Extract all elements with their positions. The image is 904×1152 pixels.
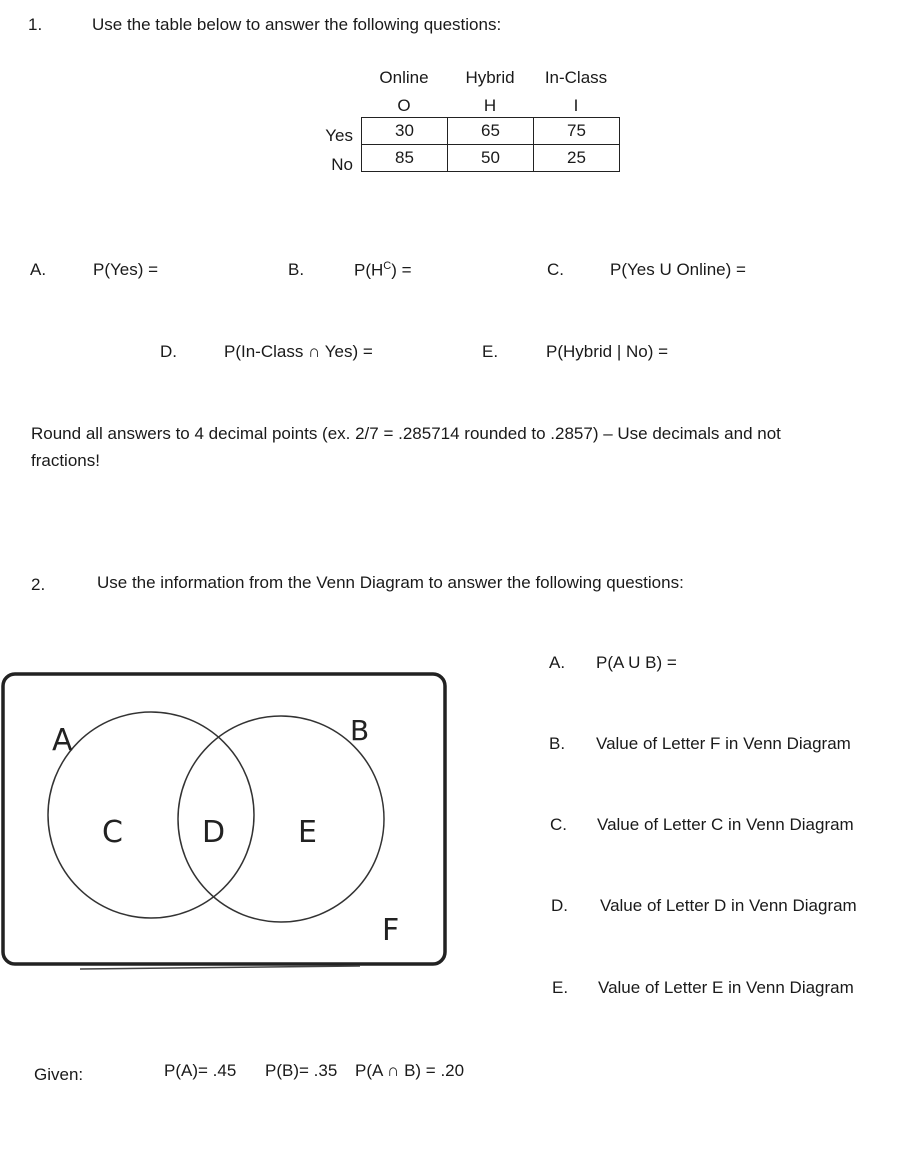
q2-part-a-text: P(A U B) = — [596, 653, 677, 672]
row-header-no: No — [331, 155, 353, 174]
row-header-yes: Yes — [325, 126, 353, 145]
venn-label-c: C — [102, 815, 123, 850]
table-cell: 50 — [448, 145, 534, 172]
given-p-b: P(B)= .35 — [265, 1061, 338, 1080]
table-grid — [361, 117, 620, 172]
question-2-prompt: Use the information from the Venn Diagram to answer the following questions: — [97, 573, 684, 592]
column-header-hybrid: Hybrid — [465, 68, 515, 87]
table-cell: 25 — [534, 145, 620, 172]
instructions-line-2: fractions! — [31, 451, 100, 470]
q2-part-e-text: Value of Letter E in Venn Diagram — [598, 978, 854, 997]
q2-part-e-letter: E. — [552, 978, 569, 997]
shadow-line — [80, 966, 360, 969]
venn-label-e: E — [298, 815, 317, 850]
q2-part-b-text: Value of Letter F in Venn Diagram — [596, 734, 851, 753]
table-cell: 30 — [362, 118, 448, 145]
q1-part-b-pre: P(H — [354, 260, 384, 280]
q2-part-b-letter: B. — [549, 734, 566, 753]
table-row — [362, 118, 620, 145]
q1-part-d-text: P(In-Class ∩ Yes) = — [224, 342, 373, 361]
column-letter-online: O — [397, 96, 411, 115]
q2-part-d-letter: D. — [551, 896, 568, 915]
venn-label-a: A — [52, 723, 73, 758]
column-letter-in-class: I — [573, 96, 579, 115]
q1-part-b-letter: B. — [288, 260, 305, 279]
q1-part-e-letter: E. — [482, 342, 499, 361]
table-row — [362, 145, 620, 172]
q1-part-e-text: P(Hybrid | No) = — [546, 342, 669, 361]
given-label: Given: — [34, 1065, 84, 1084]
column-letter-hybrid: H — [483, 96, 497, 115]
question-1-number: 1. — [28, 15, 43, 34]
venn-diagram — [0, 660, 470, 990]
venn-label-d: D — [202, 815, 226, 850]
q2-part-d-text: Value of Letter D in Venn Diagram — [600, 896, 857, 915]
q2-part-a-letter: A. — [549, 653, 566, 672]
q1-part-b-text — [354, 260, 412, 281]
q1-part-c-letter: C. — [547, 260, 564, 279]
instructions-line-1: Round all answers to 4 decimal points (ex. 2/7 = .285714 rounded to .2857) – Use decimals and not — [31, 424, 781, 443]
question-2-number: 2. — [31, 575, 46, 594]
given-p-a-intersect-b: P(A ∩ B) = .20 — [355, 1061, 465, 1080]
given-p-a: P(A)= .45 — [164, 1061, 237, 1080]
q1-part-b-post: ) = — [391, 260, 412, 280]
q2-part-c-letter: C. — [550, 815, 567, 834]
q1-part-a-letter: A. — [30, 260, 47, 279]
q1-part-d-letter: D. — [160, 342, 177, 361]
venn-label-b: B — [350, 714, 370, 747]
q1-part-b-superscript: C — [383, 260, 392, 272]
q1-part-c-text: P(Yes U Online) = — [610, 260, 746, 279]
table-cell: 65 — [448, 118, 534, 145]
table-cell: 75 — [534, 118, 620, 145]
q1-part-a-text: P(Yes) = — [93, 260, 159, 279]
question-1-prompt: Use the table below to answer the following questions: — [92, 15, 502, 34]
q2-part-c-text: Value of Letter C in Venn Diagram — [597, 815, 854, 834]
venn-label-f: F — [382, 913, 400, 948]
table-cell: 85 — [362, 145, 448, 172]
column-header-online: Online — [379, 68, 429, 87]
column-header-in-class: In-Class — [544, 68, 608, 87]
